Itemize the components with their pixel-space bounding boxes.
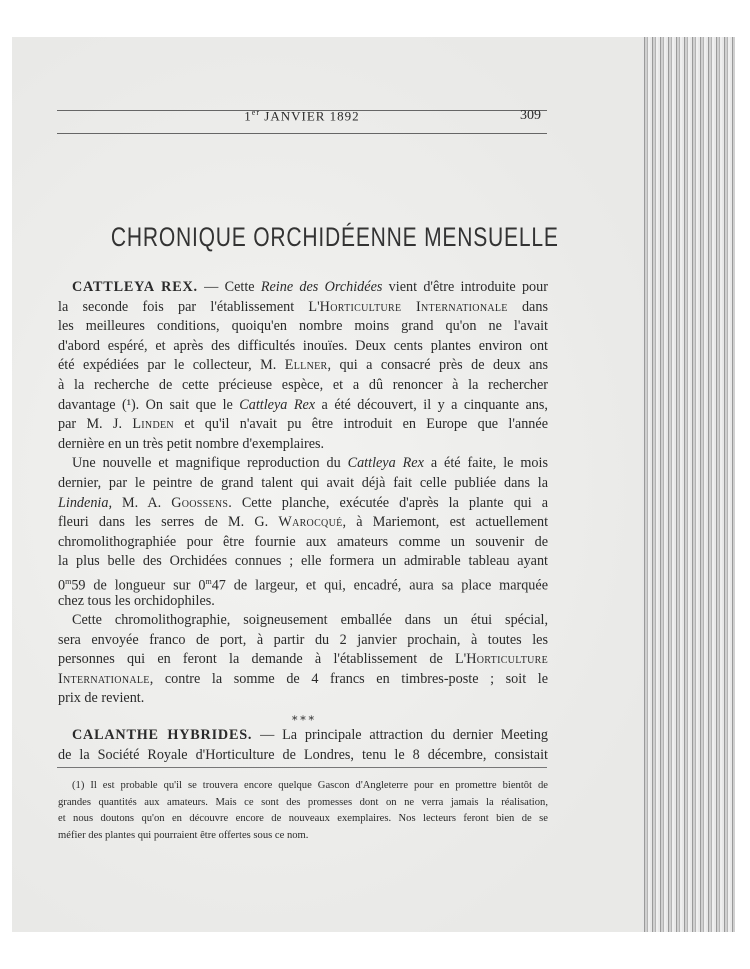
- text-segment: les meilleures conditions, quoiqu'en nombre moins grand qu'on ne l'avait: [58, 318, 548, 335]
- text-line: [58, 317, 548, 337]
- text-line: [58, 533, 548, 553]
- text-line: [58, 415, 548, 435]
- page-stack-edge: [642, 37, 735, 932]
- text-line: [58, 670, 548, 690]
- text-segment: chez tous les orchidophiles.: [58, 592, 215, 609]
- text-segment: ⁎ ⁎ ⁎: [292, 711, 314, 724]
- footnote-line: [58, 795, 548, 812]
- text-line: [58, 494, 548, 514]
- text-segment: (1) Il est probable qu'il se trouvera encore quelque Gascon d'Angleterre pour en promettre bientôt de: [72, 780, 548, 791]
- text-segment: fleuri dans les serres de M. G.: [58, 514, 279, 531]
- text-line: [58, 396, 548, 416]
- text-segment: . Cette planche, exécutée d'après la plante qui a: [228, 494, 548, 511]
- text-line: [58, 709, 548, 726]
- running-header-date: [0, 108, 604, 124]
- header-rule-bottom: [57, 133, 547, 134]
- text-line: [58, 650, 548, 670]
- text-segment: sera envoyée franco de port, à partir du 2 janvier prochain, à toutes les: [58, 631, 548, 648]
- text-segment: Une nouvelle et magnifique reproduction du: [72, 455, 348, 472]
- text-segment: dernier, par le peintre de grand talent qui avait déjà fait celle publiée dans la: [58, 474, 548, 491]
- small-caps-name: Horticulture: [466, 651, 548, 668]
- section-heading: CALANTHE HYBRIDES.: [72, 727, 253, 744]
- text-segment: la seconde fois par l'établissement L': [58, 298, 320, 315]
- footnote-line: [58, 828, 548, 845]
- page-number: 309: [520, 108, 541, 123]
- text-line: [58, 746, 548, 766]
- footnote: [58, 778, 548, 844]
- text-segment: vient d'être introduite pour: [382, 279, 548, 295]
- text-line: [58, 689, 548, 709]
- text-segment: et nous doutons qu'on en découvre encore de nouveaux exemplaires. Nos lecteurs feront bien de se: [58, 813, 548, 824]
- text-line: [58, 454, 548, 474]
- text-segment: été expédiées par le collecteur, M.: [58, 357, 285, 374]
- text-segment: M. A.: [112, 494, 172, 511]
- small-caps-name: Goossens: [171, 494, 229, 511]
- text-line: [58, 474, 548, 494]
- text-segment: personnes qui en feront la demande à l'établissement de L': [58, 651, 467, 668]
- footnote-line: [58, 778, 548, 795]
- text-segment: — Cette: [197, 279, 261, 295]
- text-segment: la plus belle des Orchidées connues ; elle formera un admirable tableau ayant: [58, 553, 548, 570]
- date-month-year: JANVIER 1892: [260, 108, 360, 124]
- article-title: CHRONIQUE ORCHIDÉENNE MENSUELLE: [110, 222, 559, 252]
- text-line: [58, 726, 548, 746]
- small-caps-name: Warocqué: [278, 514, 343, 531]
- text-segment: a été faite, le mois: [423, 455, 548, 472]
- text-segment: grandes quantités aux amateurs. Mais ce sont des promesses dont on ne verra jamais la réalisation,: [58, 796, 548, 808]
- text-segment: d'abord espéré, et après des difficultés inouïes. Deux cents plantes environ ont: [58, 337, 548, 354]
- text-line: [58, 337, 548, 357]
- text-segment: méfier des plantes qui pourraient être offertes sous ce nom.: [58, 829, 309, 841]
- text-segment: chromolithographiée pour être fournie aux amateurs comme un souvenir de: [58, 533, 548, 550]
- text-segment: à la recherche de cette précieuse espèce, et a dû renoncer à la rechercher: [58, 376, 548, 393]
- small-caps-name: Ellner: [284, 357, 328, 374]
- date-sup: er: [251, 108, 261, 117]
- italic-text: Cattleya Rex: [347, 455, 424, 472]
- italic-text: Cattleya Rex: [239, 396, 316, 413]
- text-line: [58, 552, 548, 572]
- text-line: [58, 298, 548, 318]
- text-line: [58, 631, 548, 651]
- text-line: [58, 435, 548, 455]
- text-segment: 0: [58, 577, 66, 594]
- text-line: [58, 356, 548, 376]
- text-line: [58, 278, 548, 298]
- article-body: [58, 278, 548, 765]
- text-segment: dans: [507, 298, 548, 315]
- text-segment: par M. J.: [58, 416, 133, 433]
- italic-text: Lindenia,: [58, 494, 112, 511]
- text-line: [58, 513, 548, 533]
- small-caps-name: Horticulture Internationale: [319, 298, 508, 315]
- text-segment: et qu'il n'avait pu être introduit en Europe que l'année: [173, 416, 548, 433]
- text-segment: , qui a consacré près de deux ans: [327, 357, 548, 374]
- footnote-line: [58, 811, 548, 828]
- date-day: 1: [244, 108, 252, 124]
- text-line: [58, 572, 548, 592]
- text-segment: a été découvert, il y a cinquante ans,: [315, 396, 548, 413]
- section-heading: CATTLEYA REX.: [72, 279, 198, 295]
- small-caps-name: Internationale: [58, 670, 150, 687]
- italic-text: Reine des Orchidées: [260, 279, 383, 295]
- text-segment: — La principale attraction du dernier Meeting: [252, 727, 548, 744]
- text-segment: davantage (¹). On sait que le: [58, 396, 240, 413]
- text-segment: 59 de longueur sur 0: [71, 577, 206, 594]
- text-segment: dernière en un très petit nombre d'exemplaires.: [58, 435, 325, 452]
- text-segment: , à Mariemont, est actuellement: [342, 514, 549, 531]
- text-segment: , contre la somme de 4 francs en timbres-poste ; soit le: [149, 670, 548, 687]
- text-segment: de la Société Royale d'Horticulture de Londres, tenu le 8 décembre, consistait: [58, 746, 548, 763]
- text-segment: Cette chromolithographie, soigneusement emballée dans un étui spécial,: [72, 612, 548, 629]
- text-segment: 47 de largeur, et qui, encadré, aura sa place marquée: [211, 577, 548, 594]
- text-line: [58, 592, 548, 612]
- text-segment: m: [205, 576, 212, 586]
- footnote-rule: [57, 767, 547, 768]
- text-line: [58, 376, 548, 396]
- small-caps-name: Linden: [132, 416, 174, 433]
- text-segment: m: [65, 576, 72, 586]
- text-segment: prix de revient.: [58, 690, 145, 707]
- text-line: [58, 611, 548, 631]
